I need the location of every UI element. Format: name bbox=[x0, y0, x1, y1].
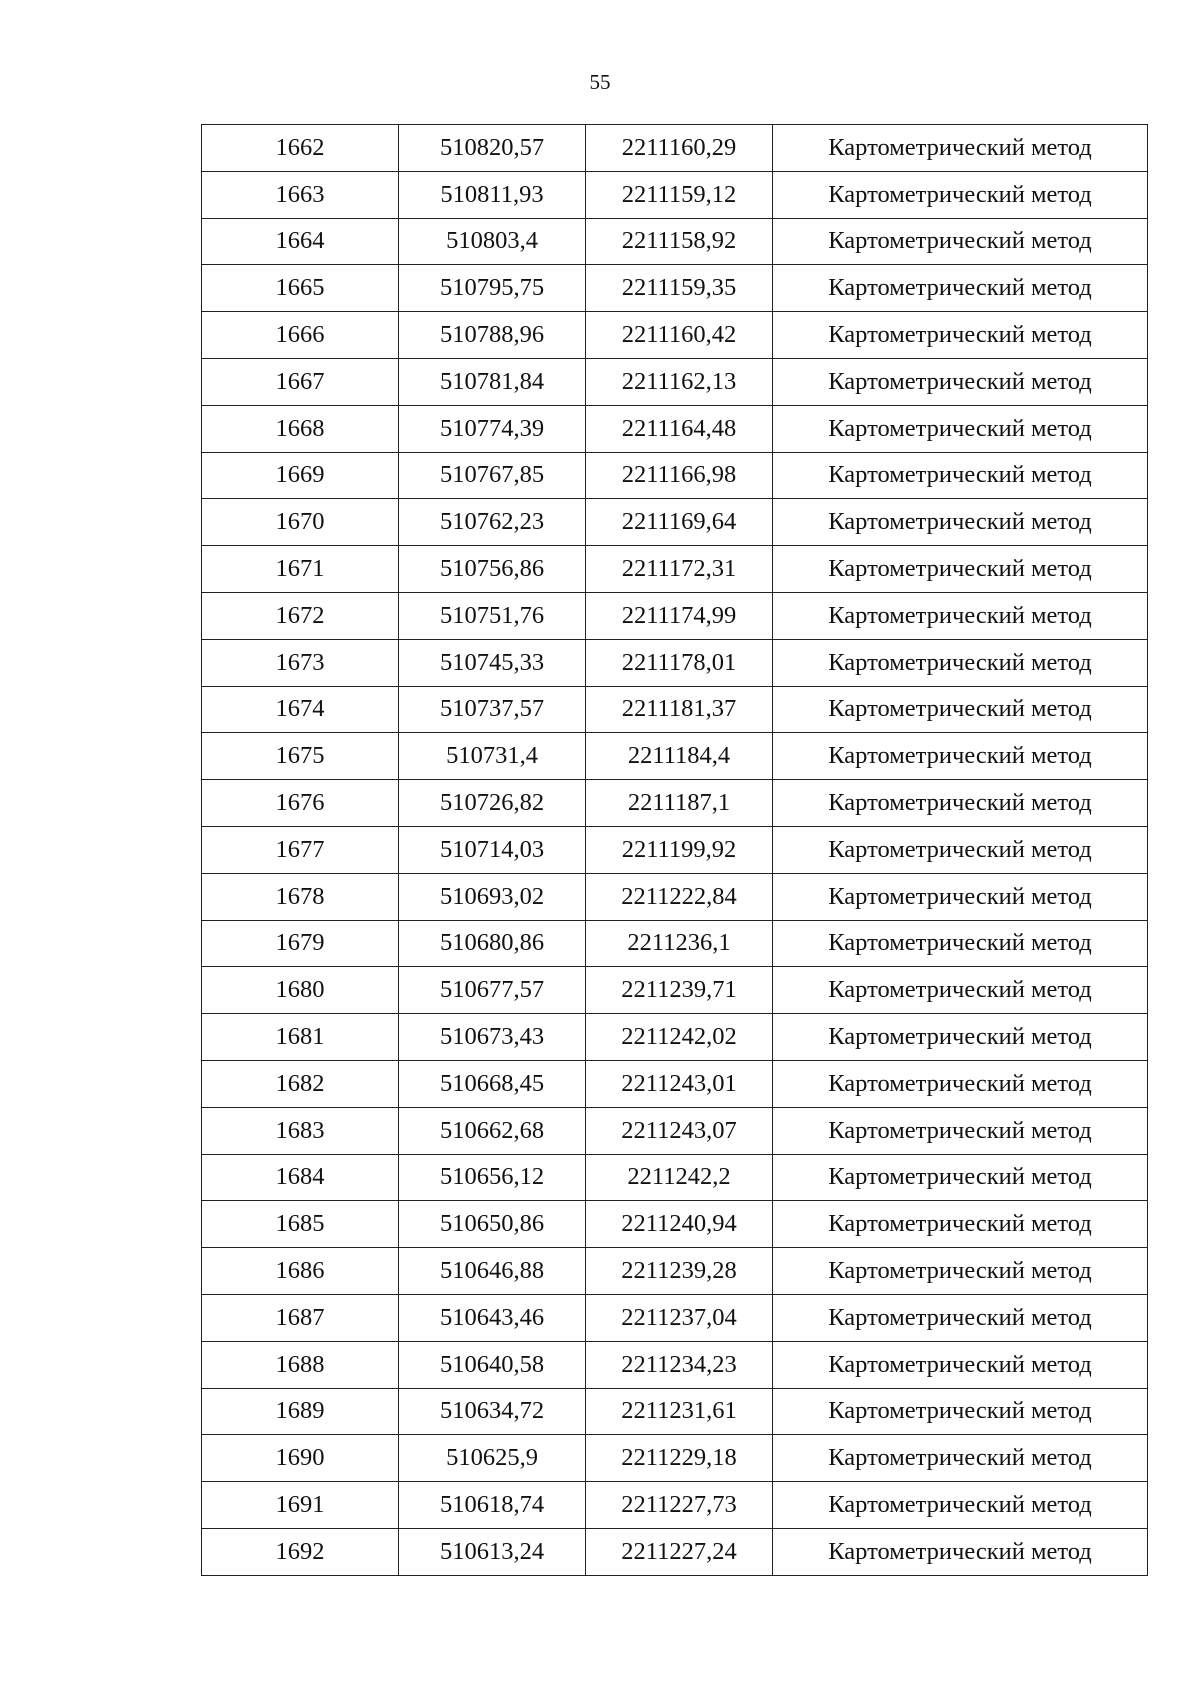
y-coordinate-cell: 2211184,4 bbox=[586, 733, 773, 780]
point-number-cell: 1669 bbox=[202, 452, 399, 499]
point-number-cell: 1667 bbox=[202, 358, 399, 405]
y-coordinate-cell: 2211236,1 bbox=[586, 920, 773, 967]
method-cell: Картометрический метод bbox=[773, 125, 1148, 172]
y-coordinate-cell: 2211239,28 bbox=[586, 1248, 773, 1295]
point-number-cell: 1664 bbox=[202, 218, 399, 265]
table-row bbox=[202, 1388, 1148, 1435]
table-row bbox=[202, 639, 1148, 686]
table-row bbox=[202, 1294, 1148, 1341]
coordinates-table-body bbox=[202, 125, 1148, 1576]
table-row bbox=[202, 546, 1148, 593]
method-cell: Картометрический метод bbox=[773, 312, 1148, 359]
x-coordinate-cell: 510751,76 bbox=[399, 592, 586, 639]
table-row bbox=[202, 826, 1148, 873]
method-cell: Картометрический метод bbox=[773, 1435, 1148, 1482]
x-coordinate-cell: 510656,12 bbox=[399, 1154, 586, 1201]
table-row bbox=[202, 920, 1148, 967]
point-number-cell: 1684 bbox=[202, 1154, 399, 1201]
method-cell: Картометрический метод bbox=[773, 358, 1148, 405]
x-coordinate-cell: 510714,03 bbox=[399, 826, 586, 873]
x-coordinate-cell: 510618,74 bbox=[399, 1482, 586, 1529]
x-coordinate-cell: 510726,82 bbox=[399, 780, 586, 827]
x-coordinate-cell: 510788,96 bbox=[399, 312, 586, 359]
method-cell: Картометрический метод bbox=[773, 1060, 1148, 1107]
x-coordinate-cell: 510774,39 bbox=[399, 405, 586, 452]
x-coordinate-cell: 510693,02 bbox=[399, 873, 586, 920]
method-cell: Картометрический метод bbox=[773, 1248, 1148, 1295]
x-coordinate-cell: 510643,46 bbox=[399, 1294, 586, 1341]
table-row bbox=[202, 358, 1148, 405]
x-coordinate-cell: 510680,86 bbox=[399, 920, 586, 967]
point-number-cell: 1683 bbox=[202, 1107, 399, 1154]
point-number-cell: 1674 bbox=[202, 686, 399, 733]
point-number-cell: 1671 bbox=[202, 546, 399, 593]
table-row bbox=[202, 1154, 1148, 1201]
y-coordinate-cell: 2211242,2 bbox=[586, 1154, 773, 1201]
method-cell: Картометрический метод bbox=[773, 780, 1148, 827]
table-row bbox=[202, 452, 1148, 499]
point-number-cell: 1666 bbox=[202, 312, 399, 359]
table-row bbox=[202, 592, 1148, 639]
y-coordinate-cell: 2211187,1 bbox=[586, 780, 773, 827]
point-number-cell: 1672 bbox=[202, 592, 399, 639]
table-row bbox=[202, 125, 1148, 172]
y-coordinate-cell: 2211243,07 bbox=[586, 1107, 773, 1154]
x-coordinate-cell: 510795,75 bbox=[399, 265, 586, 312]
method-cell: Картометрический метод bbox=[773, 499, 1148, 546]
y-coordinate-cell: 2211227,73 bbox=[586, 1482, 773, 1529]
y-coordinate-cell: 2211199,92 bbox=[586, 826, 773, 873]
method-cell: Картометрический метод bbox=[773, 639, 1148, 686]
point-number-cell: 1670 bbox=[202, 499, 399, 546]
y-coordinate-cell: 2211243,01 bbox=[586, 1060, 773, 1107]
method-cell: Картометрический метод bbox=[773, 826, 1148, 873]
table-row bbox=[202, 218, 1148, 265]
y-coordinate-cell: 2211227,24 bbox=[586, 1528, 773, 1575]
y-coordinate-cell: 2211164,48 bbox=[586, 405, 773, 452]
y-coordinate-cell: 2211181,37 bbox=[586, 686, 773, 733]
table-row bbox=[202, 733, 1148, 780]
table-row bbox=[202, 1201, 1148, 1248]
method-cell: Картометрический метод bbox=[773, 873, 1148, 920]
table-row bbox=[202, 1014, 1148, 1061]
point-number-cell: 1682 bbox=[202, 1060, 399, 1107]
x-coordinate-cell: 510646,88 bbox=[399, 1248, 586, 1295]
x-coordinate-cell: 510803,4 bbox=[399, 218, 586, 265]
x-coordinate-cell: 510650,86 bbox=[399, 1201, 586, 1248]
y-coordinate-cell: 2211169,64 bbox=[586, 499, 773, 546]
y-coordinate-cell: 2211172,31 bbox=[586, 546, 773, 593]
point-number-cell: 1675 bbox=[202, 733, 399, 780]
y-coordinate-cell: 2211242,02 bbox=[586, 1014, 773, 1061]
x-coordinate-cell: 510662,68 bbox=[399, 1107, 586, 1154]
point-number-cell: 1665 bbox=[202, 265, 399, 312]
point-number-cell: 1668 bbox=[202, 405, 399, 452]
point-number-cell: 1689 bbox=[202, 1388, 399, 1435]
point-number-cell: 1679 bbox=[202, 920, 399, 967]
point-number-cell: 1681 bbox=[202, 1014, 399, 1061]
y-coordinate-cell: 2211160,29 bbox=[586, 125, 773, 172]
method-cell: Картометрический метод bbox=[773, 452, 1148, 499]
method-cell: Картометрический метод bbox=[773, 592, 1148, 639]
point-number-cell: 1692 bbox=[202, 1528, 399, 1575]
y-coordinate-cell: 2211160,42 bbox=[586, 312, 773, 359]
point-number-cell: 1676 bbox=[202, 780, 399, 827]
x-coordinate-cell: 510811,93 bbox=[399, 171, 586, 218]
method-cell: Картометрический метод bbox=[773, 265, 1148, 312]
point-number-cell: 1678 bbox=[202, 873, 399, 920]
x-coordinate-cell: 510781,84 bbox=[399, 358, 586, 405]
y-coordinate-cell: 2211234,23 bbox=[586, 1341, 773, 1388]
method-cell: Картометрический метод bbox=[773, 686, 1148, 733]
x-coordinate-cell: 510767,85 bbox=[399, 452, 586, 499]
method-cell: Картометрический метод bbox=[773, 171, 1148, 218]
y-coordinate-cell: 2211229,18 bbox=[586, 1435, 773, 1482]
y-coordinate-cell: 2211239,71 bbox=[586, 967, 773, 1014]
y-coordinate-cell: 2211159,35 bbox=[586, 265, 773, 312]
x-coordinate-cell: 510668,45 bbox=[399, 1060, 586, 1107]
point-number-cell: 1686 bbox=[202, 1248, 399, 1295]
table-row bbox=[202, 686, 1148, 733]
method-cell: Картометрический метод bbox=[773, 1528, 1148, 1575]
x-coordinate-cell: 510737,57 bbox=[399, 686, 586, 733]
point-number-cell: 1662 bbox=[202, 125, 399, 172]
point-number-cell: 1690 bbox=[202, 1435, 399, 1482]
table-row bbox=[202, 1107, 1148, 1154]
method-cell: Картометрический метод bbox=[773, 546, 1148, 593]
y-coordinate-cell: 2211240,94 bbox=[586, 1201, 773, 1248]
y-coordinate-cell: 2211222,84 bbox=[586, 873, 773, 920]
table-row bbox=[202, 405, 1148, 452]
method-cell: Картометрический метод bbox=[773, 218, 1148, 265]
y-coordinate-cell: 2211237,04 bbox=[586, 1294, 773, 1341]
table-row bbox=[202, 1482, 1148, 1529]
table-row bbox=[202, 499, 1148, 546]
method-cell: Картометрический метод bbox=[773, 1482, 1148, 1529]
x-coordinate-cell: 510820,57 bbox=[399, 125, 586, 172]
method-cell: Картометрический метод bbox=[773, 1201, 1148, 1248]
method-cell: Картометрический метод bbox=[773, 1107, 1148, 1154]
table-row bbox=[202, 1060, 1148, 1107]
table-row bbox=[202, 967, 1148, 1014]
method-cell: Картометрический метод bbox=[773, 1388, 1148, 1435]
page-number: 55 bbox=[589, 70, 611, 94]
point-number-cell: 1687 bbox=[202, 1294, 399, 1341]
table-row bbox=[202, 780, 1148, 827]
y-coordinate-cell: 2211178,01 bbox=[586, 639, 773, 686]
method-cell: Картометрический метод bbox=[773, 967, 1148, 1014]
point-number-cell: 1680 bbox=[202, 967, 399, 1014]
table-row bbox=[202, 312, 1148, 359]
x-coordinate-cell: 510731,4 bbox=[399, 733, 586, 780]
x-coordinate-cell: 510673,43 bbox=[399, 1014, 586, 1061]
table-row bbox=[202, 1248, 1148, 1295]
y-coordinate-cell: 2211159,12 bbox=[586, 171, 773, 218]
coordinates-table bbox=[201, 124, 1148, 1576]
x-coordinate-cell: 510756,86 bbox=[399, 546, 586, 593]
table-row bbox=[202, 873, 1148, 920]
table-row bbox=[202, 171, 1148, 218]
method-cell: Картометрический метод bbox=[773, 405, 1148, 452]
point-number-cell: 1685 bbox=[202, 1201, 399, 1248]
method-cell: Картометрический метод bbox=[773, 1341, 1148, 1388]
y-coordinate-cell: 2211231,61 bbox=[586, 1388, 773, 1435]
table-row bbox=[202, 1528, 1148, 1575]
y-coordinate-cell: 2211166,98 bbox=[586, 452, 773, 499]
method-cell: Картометрический метод bbox=[773, 1294, 1148, 1341]
x-coordinate-cell: 510677,57 bbox=[399, 967, 586, 1014]
method-cell: Картометрический метод bbox=[773, 1014, 1148, 1061]
method-cell: Картометрический метод bbox=[773, 733, 1148, 780]
y-coordinate-cell: 2211162,13 bbox=[586, 358, 773, 405]
y-coordinate-cell: 2211158,92 bbox=[586, 218, 773, 265]
y-coordinate-cell: 2211174,99 bbox=[586, 592, 773, 639]
x-coordinate-cell: 510634,72 bbox=[399, 1388, 586, 1435]
point-number-cell: 1691 bbox=[202, 1482, 399, 1529]
table-row bbox=[202, 1341, 1148, 1388]
x-coordinate-cell: 510762,23 bbox=[399, 499, 586, 546]
x-coordinate-cell: 510640,58 bbox=[399, 1341, 586, 1388]
table-row bbox=[202, 265, 1148, 312]
point-number-cell: 1663 bbox=[202, 171, 399, 218]
x-coordinate-cell: 510613,24 bbox=[399, 1528, 586, 1575]
point-number-cell: 1673 bbox=[202, 639, 399, 686]
point-number-cell: 1688 bbox=[202, 1341, 399, 1388]
x-coordinate-cell: 510745,33 bbox=[399, 639, 586, 686]
x-coordinate-cell: 510625,9 bbox=[399, 1435, 586, 1482]
method-cell: Картометрический метод bbox=[773, 1154, 1148, 1201]
table-row bbox=[202, 1435, 1148, 1482]
point-number-cell: 1677 bbox=[202, 826, 399, 873]
method-cell: Картометрический метод bbox=[773, 920, 1148, 967]
